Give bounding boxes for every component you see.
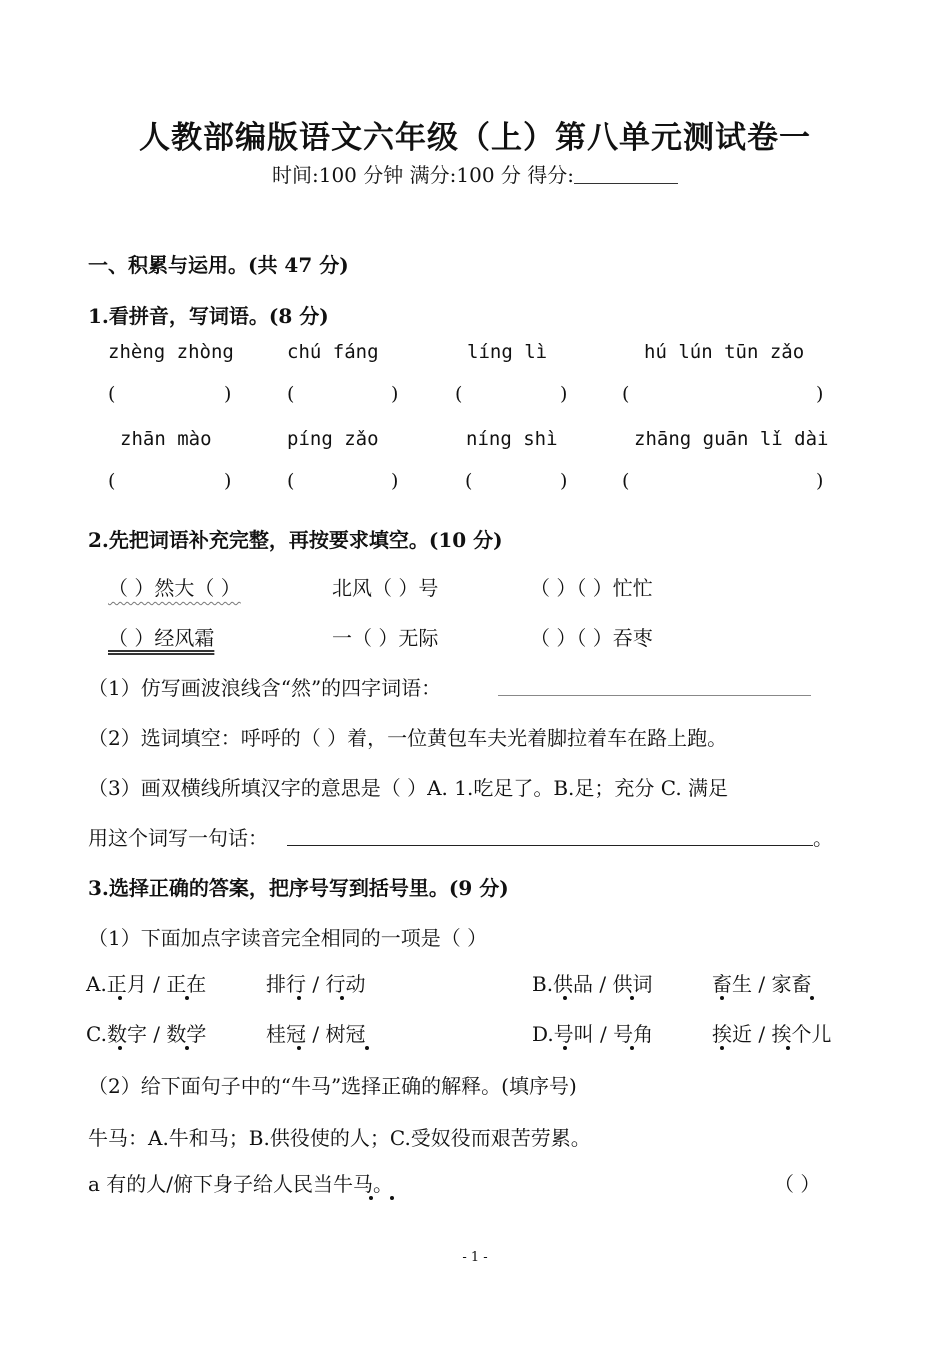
- option-d2: 挨近 / 挨个儿: [712, 1022, 832, 1046]
- idiom-text: （ ）然大（ ）: [108, 576, 241, 600]
- answer-bracket-open: (: [287, 470, 295, 492]
- q2-part2: （2）选词填空：呼呼的（ ）着，一位黄包车夫光着脚拉着车在路上跑。: [88, 726, 728, 750]
- exam-info: [0, 159, 950, 188]
- definition: 牛马：A.牛和马；B.供役使的人；C.受奴役而艰苦劳累。: [88, 1126, 591, 1150]
- answer-bracket-open: (: [622, 383, 630, 405]
- answer-bracket-close: ): [560, 470, 568, 492]
- answer-bracket-open: (: [108, 383, 116, 405]
- pinyin: níng shì: [466, 428, 558, 450]
- q3-sub2: （2）给下面句子中的“牛马”选择正确的解释。(填序号): [88, 1074, 577, 1098]
- answer-bracket-close: ): [391, 383, 399, 405]
- q2-part1: （1）仿写画波浪线含“然”的四字词语：: [88, 676, 442, 700]
- idiom-wavy: [108, 572, 241, 601]
- pinyin: zhèng zhòng: [108, 341, 234, 363]
- q2-part3: （3）画双横线所填汉字的意思是（ ）A. 1.吃足了。B.足；充分 C. 满足: [88, 776, 729, 800]
- pinyin: zhān mào: [120, 428, 212, 450]
- emphasis-dots-row3: [0, 1196, 950, 1204]
- option-b2: 畜生 / 家畜: [712, 972, 812, 996]
- idiom: 一（ ）无际: [332, 626, 439, 650]
- answer-bracket-open: (: [622, 470, 630, 492]
- option-a1: A.正月 / 正在: [86, 972, 207, 996]
- section-heading: 一、积累与运用。(共 47 分): [88, 253, 349, 277]
- q2-part4-label: 用这个词写一句话：: [88, 826, 268, 850]
- pinyin: zhāng guān lǐ dài: [634, 428, 829, 450]
- answer-line[interactable]: [287, 845, 813, 846]
- q1-heading: 1.看拼音，写词语。(8 分): [88, 304, 329, 328]
- answer-bracket-open: (: [287, 383, 295, 405]
- q2-heading: 2.先把词语补充完整，再按要求填空。(10 分): [88, 528, 503, 552]
- period: 。: [813, 826, 833, 850]
- idiom: （ ）（ ）忙忙: [530, 576, 653, 600]
- q3-heading: 3.选择正确的答案，把序号写到括号里。(9 分): [88, 876, 509, 900]
- answer-bracket-open: (: [455, 383, 463, 405]
- pinyin: líng lì: [467, 341, 548, 363]
- answer-bracket-close: ): [816, 383, 824, 405]
- idiom: （ ）（ ）吞枣: [530, 626, 653, 650]
- answer-bracket-close: ): [391, 470, 399, 492]
- option-b1: B.供品 / 供词: [532, 972, 653, 996]
- answer-bracket-close: ): [816, 470, 824, 492]
- score-blank[interactable]: [574, 163, 678, 184]
- pinyin: chú fáng: [287, 341, 379, 363]
- page-number: - 1 -: [462, 1250, 488, 1265]
- answer-bracket-open: (: [465, 470, 473, 492]
- idiom-double-underline: [108, 622, 214, 651]
- option-c1: C.数字 / 数学: [86, 1022, 207, 1046]
- exam-info-text: 时间:100 分钟 满分:100 分 得分:: [272, 163, 574, 187]
- answer-bracket-close: ): [560, 383, 568, 405]
- idiom: 北风（ ）号: [332, 576, 439, 600]
- pinyin: píng zǎo: [287, 428, 379, 450]
- option-d1: D.号叫 / 号角: [532, 1022, 654, 1046]
- emphasis-dots-row1: [0, 996, 950, 1004]
- emphasis-dots-row2: [0, 1046, 950, 1054]
- idiom-text: （ ）经风霜: [108, 626, 215, 650]
- page-title: 人教部编版语文六年级（上）第八单元测试卷一: [139, 120, 811, 156]
- answer-bracket-close: ): [224, 383, 232, 405]
- answer-bracket-open: (: [108, 470, 116, 492]
- answer-bracket: （ ）: [774, 1172, 821, 1196]
- example-sentence: a 有的人/俯下身子给人民当牛马。: [88, 1172, 394, 1196]
- option-a2: 排行 / 行动: [266, 972, 366, 996]
- option-c2: 桂冠 / 树冠: [266, 1022, 366, 1046]
- q3-sub1: （1）下面加点字读音完全相同的一项是（ ）: [88, 926, 488, 950]
- pinyin: hú lún tūn zǎo: [644, 341, 805, 363]
- answer-bracket-close: ): [224, 470, 232, 492]
- answer-line[interactable]: [498, 695, 811, 696]
